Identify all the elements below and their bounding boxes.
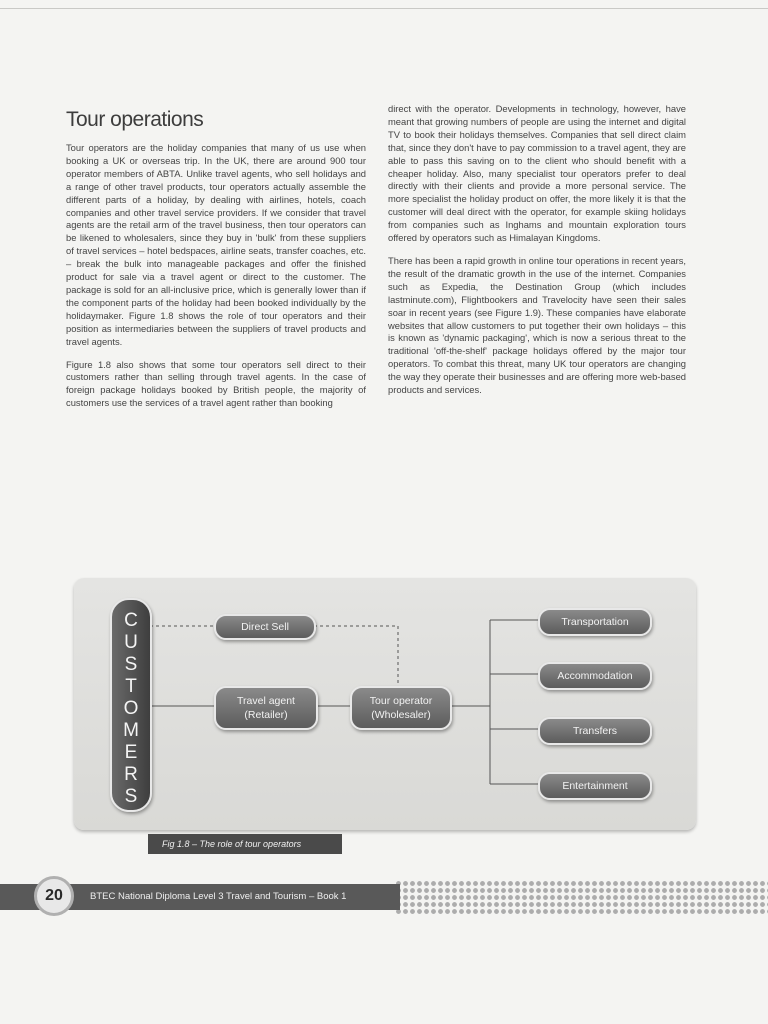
direct-sell-box: Direct Sell	[214, 614, 316, 640]
supplier-entertainment-box: Entertainment	[538, 772, 652, 800]
supplier-transfers-box: Transfers	[538, 717, 652, 745]
page-number: 20	[34, 876, 74, 916]
left-paragraph-1: Tour operators are the holiday companies that many of us use when booking a UK or overseas trip. In the UK, there are around 900 tour operator members of ABTA. Unlike travel agents, who sell holidays and a range of other travel products, tour operators actually assemble the different parts of a holiday, by dealing with airlines, hotels, coach companies and other travel service providers. If we consider that travel agents are the retail arm of the travel business, then tour operators can be likened to wholesalers, since they buy in 'bulk' from these suppliers of travel services – hotel bedspaces, airline seats, transfer coaches, etc. – break the bulk into manageable packages and offer the finished product for sale via a travel agent or direct to the customer. The package is sold for an all-inclusive price, which is generally lower than if the component parts of the holiday had been booked individually by the holidaymaker. Figure 1.8 shows the role of tour operators and their position as intermediaries between the suppliers of travel products and travel agents.	[66, 142, 366, 347]
page-footer	[0, 876, 768, 924]
book-title: BTEC National Diploma Level 3 Travel and Tourism – Book 1	[90, 891, 347, 902]
customers-letter: S	[124, 786, 138, 807]
footer-dot-pattern	[395, 880, 768, 914]
figure-caption: Fig 1.8 – The role of tour operators	[148, 834, 342, 854]
tour-operator-box	[350, 686, 452, 730]
section-heading: Tour operations	[66, 108, 204, 131]
customers-letter: R	[124, 764, 138, 785]
customers-bar	[110, 598, 152, 812]
customers-letter: C	[124, 610, 138, 631]
supplier-accommodation-box: Accommodation	[538, 662, 652, 690]
left-paragraph-2: Figure 1.8 also shows that some tour operators sell direct to their customers rather than selling through travel agents. In the case of foreign package holidays booked by British people, the majority of customers use the services of a travel agent rather than booking	[66, 358, 366, 409]
customers-letter: S	[124, 654, 138, 675]
right-paragraph-2: There has been a rapid growth in online tour operations in recent years, the result of the dramatic growth in the use of the internet. Companies such as Expedia, the Destination Group (which includes lastminute.com), Flightbookers and Travelocity have seen their sales soar in recent years (see Figure 1.9). These companies have elaborate websites that allow customers to put together their own holidays – this is known as 'dynamic packaging', which is now a serious threat to the traditional 'off-the-shelf' package holidays offered by the major tour operators. To combat this threat, many UK tour operators are changing the way they operate their businesses and are offering more web-based products and services.	[388, 254, 686, 396]
tour-operator-label: Tour operator	[369, 695, 433, 707]
customers-letter: E	[124, 742, 138, 763]
customers-letter: T	[125, 676, 137, 697]
customers-letter: U	[124, 632, 138, 653]
supplier-transportation-box: Transportation	[538, 608, 652, 636]
tour-operator-sublabel: (Wholesaler)	[371, 709, 431, 721]
travel-agent-sublabel: (Retailer)	[244, 709, 288, 721]
travel-agent-label: Travel agent	[237, 695, 295, 707]
right-paragraph-1: direct with the operator. Developments in technology, however, have meant that growing numbers of people are using the internet and digital TV to book their holidays themselves. Companies that sell direct claim that, since they don't have to pay commission to a travel agent, they are able to pass this saving on to the client who should benefit with a cheaper holiday. Also, many specialist tour operators prefer to deal directly with their clients and provide a more personal service. The more specialist the holiday product on offer, the more likely it is that the customer will deal direct with the operator, for example skiing holidays from companies such as Inghams and mountain exploration tours offered by operators such as Himalayan Kingdoms.	[388, 103, 686, 244]
customers-letter: O	[123, 698, 139, 719]
customers-letter: M	[123, 720, 139, 741]
travel-agent-box	[214, 686, 318, 730]
